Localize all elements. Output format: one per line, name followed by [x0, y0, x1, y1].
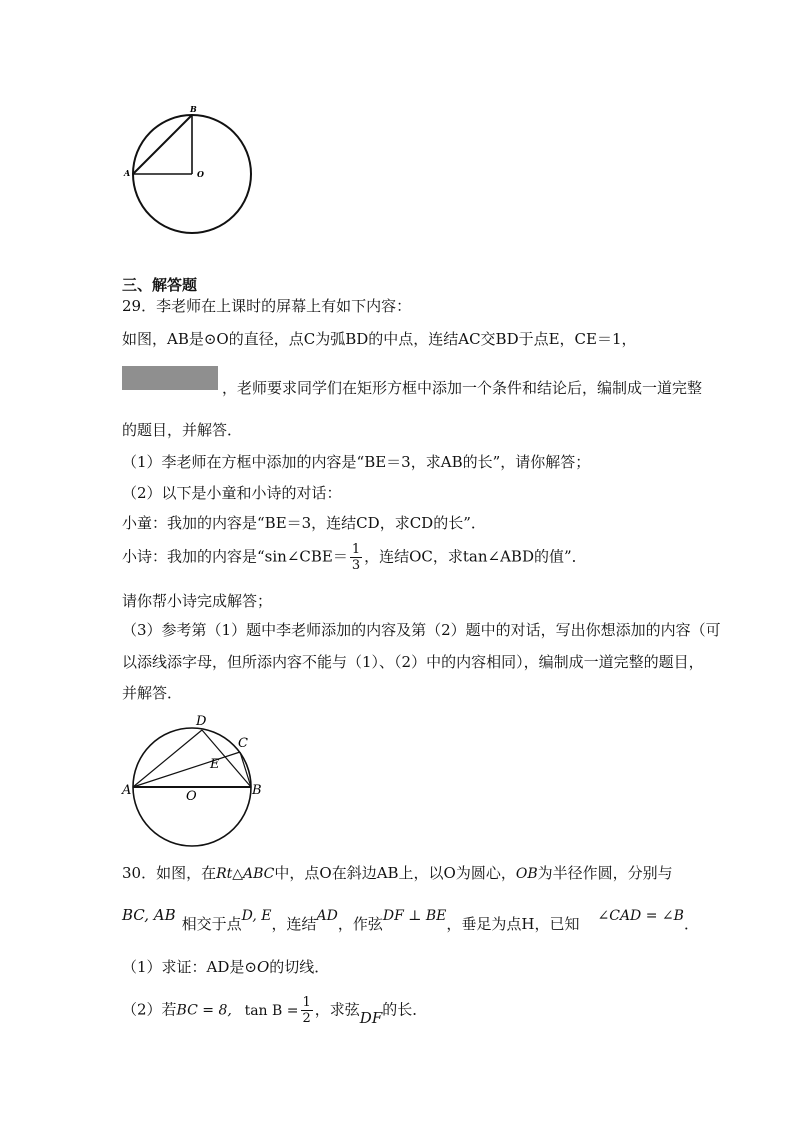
q29-line-7: 小童：我加的内容是“BE＝3，连结CD，求CD的长”． — [122, 514, 486, 532]
q30-l3-a: （1）求证：AD是 — [122, 958, 245, 976]
q30-l2-h: ，垂足为点H，已知 — [446, 915, 580, 933]
q30-l1-d: OB — [515, 866, 538, 882]
label-d: D — [196, 714, 207, 729]
segment-ad — [133, 730, 202, 787]
q30-line-2 — [122, 905, 699, 935]
q30-l4-f: 的长． — [382, 1000, 428, 1019]
q29-line-11: 以添线添字母，但所添内容不能与（1）、（2）中的内容相同），编制成一道完整的题目， — [122, 653, 704, 671]
q30-l3-b: ⊙O — [244, 958, 270, 976]
q30-l1-a: 30．如图，在 — [122, 864, 217, 882]
q30-line-3 — [122, 957, 329, 977]
q30-l3-c: 的切线． — [269, 958, 330, 976]
q30-l4-d: ，求弦 — [314, 1000, 360, 1019]
q29-line-8 — [122, 542, 587, 573]
q30-l2-j: ． — [683, 915, 699, 933]
q30-l2-b: 相交于点 — [181, 915, 242, 933]
q29-line-1: 29．李老师在上课时的屏幕上有如下内容： — [122, 297, 412, 315]
q29-line-9: 请你帮小诗完成解答； — [122, 592, 273, 610]
label-c: C — [238, 736, 248, 751]
q30-l4-a: （2）若 — [122, 1000, 177, 1019]
q29-line-10: （3）参考第（1）题中李老师添加的内容及第（2）题中的对话，写出你想添加的内容（可 — [122, 621, 721, 639]
q29-line-12: 并解答． — [122, 684, 183, 702]
q30-l2-f: ，作弦 — [337, 915, 383, 933]
fraction-one-half — [301, 995, 313, 1026]
q29-line-3: ，老师要求同学们在矩形方框中添加一个条件和结论后，编制成一道完整 — [222, 379, 703, 397]
label-o: O — [186, 789, 197, 804]
segment-cb — [240, 752, 251, 787]
label-a: A — [124, 168, 131, 178]
q29-line-4: 的题目，并解答． — [122, 421, 243, 439]
circle-figure-2 — [118, 710, 278, 850]
q29-line-8-pre: 小诗：我加的内容是“sin∠CBE＝ — [122, 547, 348, 566]
hidden-condition-box — [122, 366, 218, 390]
q30-l1-c: 中，点O在斜边AB上，以O为圆心， — [274, 864, 516, 882]
label-b: B — [252, 783, 262, 798]
q29-line-8-post: ，连结OC，求tan∠ABD的值”． — [364, 547, 587, 566]
q30-l2-i: ∠CAD = ∠B — [597, 908, 684, 924]
q30-l4-b: BC = 8, — [176, 1002, 232, 1019]
q30-l2-a: BC, AB — [122, 906, 176, 924]
segment-ac — [133, 752, 240, 787]
section-title: 三、解答题 — [122, 276, 198, 294]
q30-l1-b: Rt△ABC — [216, 866, 275, 882]
q30-l2-e: AD — [316, 908, 338, 924]
label-b: B — [190, 104, 197, 114]
q30-line-1 — [122, 863, 673, 884]
q30-l4-c: tan B = — [244, 1002, 299, 1019]
q29-line-5: （1）李老师在方框中添加的内容是“BE＝3，求AB的长”，请你解答； — [122, 453, 591, 471]
fraction-denominator: 2 — [302, 1011, 311, 1026]
fraction-one-third — [350, 542, 362, 573]
fraction-numerator: 1 — [302, 995, 311, 1010]
q29-line-2: 如图，AB是⊙O的直径，点C为弧BD的中点，连结AC交BD于点E，CE＝1， — [122, 330, 637, 348]
q30-line-4 — [122, 995, 427, 1026]
fraction-numerator: 1 — [351, 542, 361, 557]
q30-l4-e: DF — [359, 1008, 383, 1027]
q30-l1-e: 为半径作圆，分别与 — [537, 864, 673, 882]
q30-l2-d: ，连结 — [271, 915, 317, 933]
q29-line-6: （2）以下是小童和小诗的对话： — [122, 484, 342, 502]
label-a: A — [122, 783, 132, 798]
q30-l2-g: DF ⊥ BE — [382, 908, 447, 924]
fraction-denominator: 3 — [351, 558, 361, 573]
label-o: O — [197, 169, 204, 179]
circle-figure-1 — [118, 100, 278, 265]
q30-l2-c: D, E — [241, 908, 272, 924]
label-e: E — [210, 757, 220, 772]
